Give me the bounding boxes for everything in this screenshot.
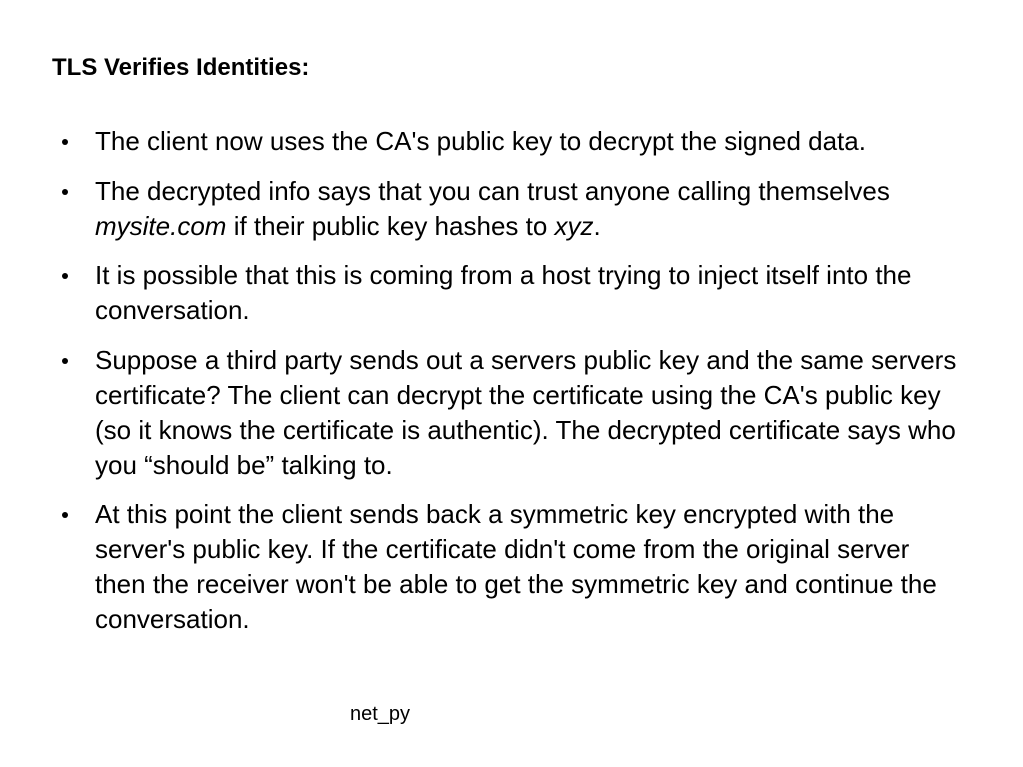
bullet-item (62, 174, 962, 244)
bullet-item (62, 497, 962, 637)
bullet-text: At this point the client sends back a symmetric key encrypted with the server's public key. If the certificate didn't come from the original server then the receiver won't be able to get the symmetric key and continue the conversation. (95, 499, 937, 634)
bullet-item (62, 258, 962, 328)
bullet-text: Suppose a third party sends out a servers public key and the same servers certificate? The client can decrypt the certificate using the CA's public key (so it knows the certificate is authentic). The decrypted certificate says who you “should be” talking to. (95, 344, 957, 480)
bullet-text: The decrypted info says that you can trust anyone calling themselves (95, 175, 890, 206)
bullet-dot-icon (62, 139, 68, 145)
bullet-text: if their public key hashes to (226, 210, 555, 241)
bullet-list (62, 124, 962, 652)
bullet-text: The client now uses the CA's public key to decrypt the signed data. (95, 126, 866, 156)
bullet-item (62, 343, 962, 483)
bullet-dot-icon (62, 189, 68, 195)
bullet-dot-icon (62, 512, 68, 518)
bullet-emphasis-hash: xyz (554, 210, 594, 241)
footer-label: net_py (350, 703, 411, 725)
bullet-dot-icon (62, 273, 68, 279)
bullet-text: It is possible that this is coming from a host trying to inject itself into the conversation. (95, 260, 912, 325)
bullet-item (62, 124, 962, 159)
slide-title: TLS Verifies Identities: (52, 54, 310, 81)
bullet-text: . (593, 210, 601, 241)
bullet-dot-icon (62, 358, 68, 364)
bullet-emphasis-domain: mysite.com (95, 210, 227, 241)
